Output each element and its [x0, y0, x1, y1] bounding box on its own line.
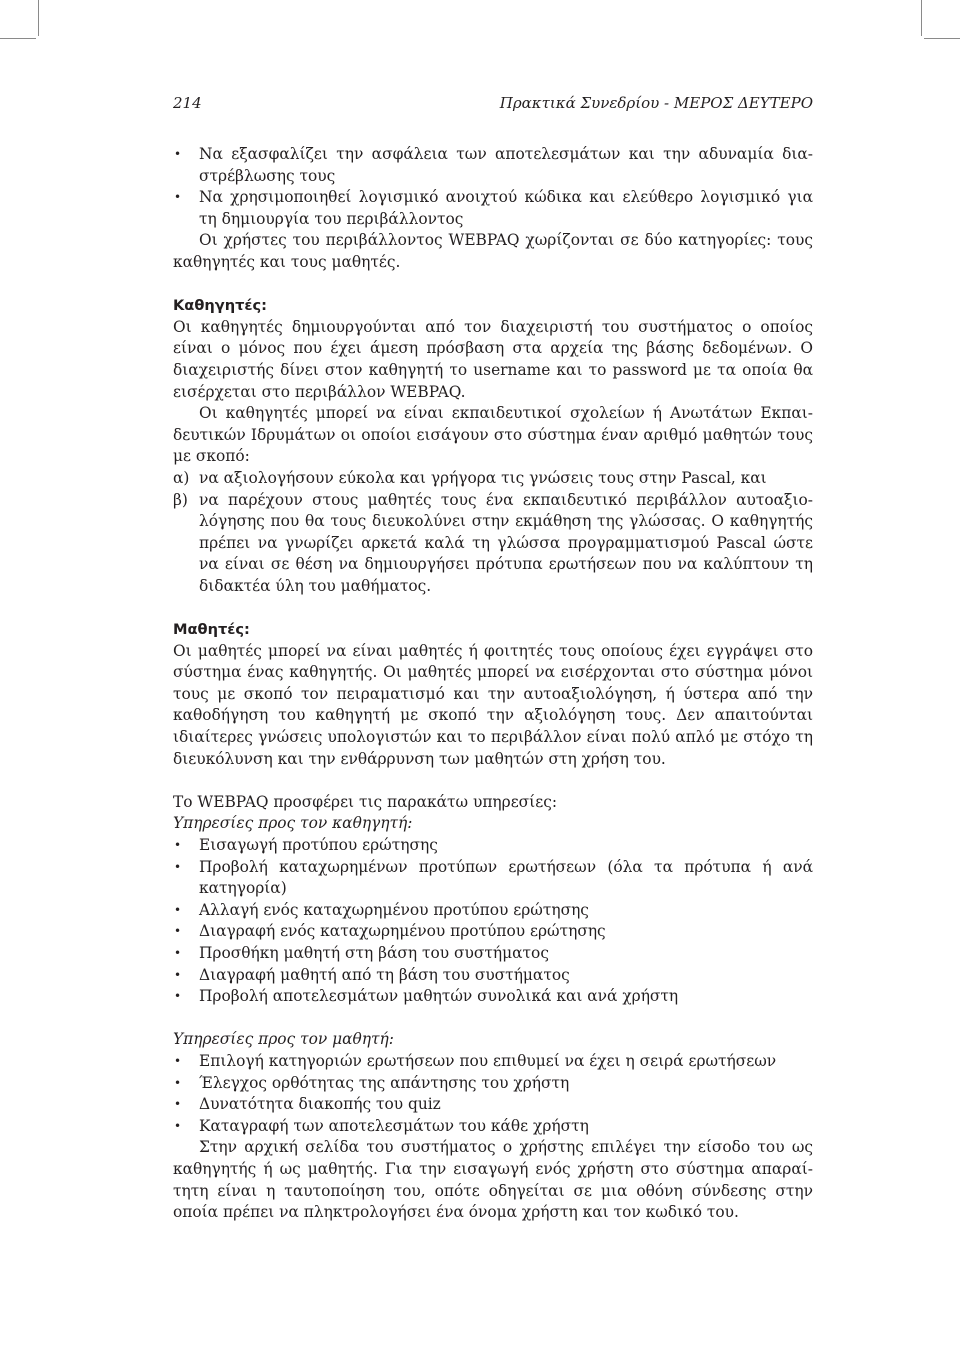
bullet-icon: • — [174, 945, 182, 960]
list-item: • Καταγραφή των αποτελεσμάτων του κάθε χρήστη — [173, 1116, 813, 1138]
teacher-services-heading: Υπηρεσίες προς τον καθηγητή: — [173, 814, 413, 833]
bullet-icon: • — [174, 924, 182, 939]
services-intro: Το WEBPAQ προσφέρει τις παρακάτω υπηρεσίες: — [173, 792, 557, 811]
list-item: • Έλεγχος ορθότητας της απάντησης του χρήστη — [173, 1073, 813, 1095]
bullet-icon: • — [174, 1053, 182, 1068]
running-title: Πρακτικά Συνεδρίου - ΜΕΡΟΣ ΔΕΥΤΕΡΟ — [499, 94, 813, 112]
list-item: • Δυνατότητα διακοπής του quiz — [173, 1094, 813, 1116]
list-item: α) να αξιολογήσουν εύκολα και γρήγορα τις γνώσεις τους στην Pascal, και — [173, 468, 813, 490]
teachers-paragraph: Οι καθηγητές μπορεί να είναι εκπαιδευτικοί σχολείων ή Ανωτάτων Εκπαιδευτικών Ιδρυμάτων οι οποίοι εισάγουν στο σύστημα έναν αριθμό μαθητών τους με σκοπό: — [173, 404, 813, 466]
list-item: • Προβολή καταχωρημένων προτύπων ερωτήσεων (όλα τα πρότυπα ή ανά κατηγορία) — [174, 857, 813, 898]
bullet-icon: • — [174, 902, 182, 917]
bullet-icon: • — [174, 989, 182, 1004]
bullet-icon: • — [174, 1097, 182, 1112]
list-item: • Προβολή αποτελεσμάτων μαθητών συνολικά και ανά χρήστη — [173, 986, 813, 1008]
list-item: • Διαγραφή μαθητή από τη βάση του συστήματος — [173, 965, 813, 987]
teachers-paragraph: Οι καθηγητές δημιουργούνται από τον διαχειριστή του συστήματος ο οποίος είναι ο μόνος που έχει άμεση πρόσβαση στα αρχεία της βάσης δεδομένων. Ο διαχειριστής δίνει στον καθηγητή το username και το password με τα οποία θα εισέρχεται στο περιβάλλον WEBPAQ. — [173, 317, 813, 401]
closing-paragraph: Στην αρχική σελίδα του συστήματος ο χρήστης επιλέγει την είσοδο του ως καθηγητής ή ως μαθητής. Για την εισαγωγή ενός χρήστη στο σύστημα απαραίτητη είναι η ταυτοποίηση του, οπότε οδηγείται σε μια οθόνη σύνδεσης στην οποία πρέπει να πληκτρολογήσει ένα όνομα χρήστη και τον κωδικό του. — [173, 1138, 813, 1222]
list-item: β) να παρέχουν στους μαθητές τους ένα εκπαιδευτικό περιβάλλον αυτοαξιολόγησης που θα τους διευκολύνει στην εκμάθηση της γλώσσας. Ο καθηγητής πρέπει να γνωρίζει αρκετά καλά τη γλώσσα προγραμματισμού Pascal ώστε να είναι σε θέση να δημιουργήσει πρότυπα ερωτήσεων που να καλύπτουν τη διδακτέα ύλη του μαθήματος. — [173, 490, 813, 595]
list-item: • Αλλαγή ενός καταχωρημένου προτύπου ερώτησης — [173, 900, 813, 922]
item-label: β) — [173, 490, 188, 509]
student-services-heading: Υπηρεσίες προς τον μαθητή: — [173, 1030, 394, 1049]
bullet-icon: • — [174, 859, 182, 874]
students-paragraph: Οι μαθητές μπορεί να είναι μαθητές ή φοιτητές τους οποίους έχει εγγράψει στο σύστημα ένας καθηγητής. Οι μαθητές μπορεί να εισέρχονται στο σύστημα μόνοι τους με σκοπό τον πειραματισμό και την αυτοαξιολόγηση, ή ύστερα από την καθοδήγηση του καθηγητή με σκοπό την αξιολόγηση τους. Δεν απαιτούνται ιδιαίτερες γνώσεις υπολογιστών και το περιβάλλον είναι πολύ απλό με στόχο τη διευκόλυνση και την ενθάρρυνση των μαθητών στη χρήση του. — [173, 641, 813, 768]
students-heading: Μαθητές: — [173, 621, 250, 639]
bullet-icon: • — [174, 190, 182, 205]
teachers-heading: Καθηγητές: — [173, 297, 268, 315]
intro-paragraph: Οι χρήστες του περιβάλλοντος WEBPAQ χωρίζονται σε δύο κατηγορίες: τους καθηγητές και τους μαθητές. — [173, 231, 813, 271]
crop-mark-left-horizontal — [0, 38, 36, 39]
list-item: • Επιλογή κατηγοριών ερωτήσεων που επιθυμεί να έχει η σειρά ερωτήσεων — [173, 1051, 813, 1073]
running-header — [173, 94, 813, 116]
crop-mark-top-left — [38, 0, 39, 36]
item-label: α) — [173, 468, 190, 487]
page-body — [173, 144, 813, 1224]
bullet-icon: • — [174, 838, 182, 852]
page-number: 214 — [173, 94, 202, 112]
list-item: • Προσθήκη μαθητή στη βάση του συστήματος — [173, 943, 813, 965]
list-item: • Διαγραφή ενός καταχωρημένου προτύπου ερώτησης — [173, 921, 813, 943]
list-item: • Εισαγωγή προτύπου ερώτησης — [173, 835, 813, 857]
crop-mark-top-right — [921, 0, 922, 36]
bullet-icon: • — [174, 967, 182, 982]
list-item: • Να χρησιμοποιηθεί λογισμικό ανοιχτού κώδικα και ελεύθερο λογισμικό για τη δημιουργία του περιβάλλοντος — [174, 188, 813, 228]
bullet-icon: • — [174, 1118, 182, 1133]
crop-mark-right-horizontal — [924, 38, 960, 39]
bullet-icon: • — [174, 147, 182, 161]
bullet-icon: • — [174, 1075, 182, 1090]
list-item: • Να εξασφαλίζει την ασφάλεια των αποτελεσμάτων και την αδυναμία διαστρέβλωσης τους — [174, 145, 813, 185]
